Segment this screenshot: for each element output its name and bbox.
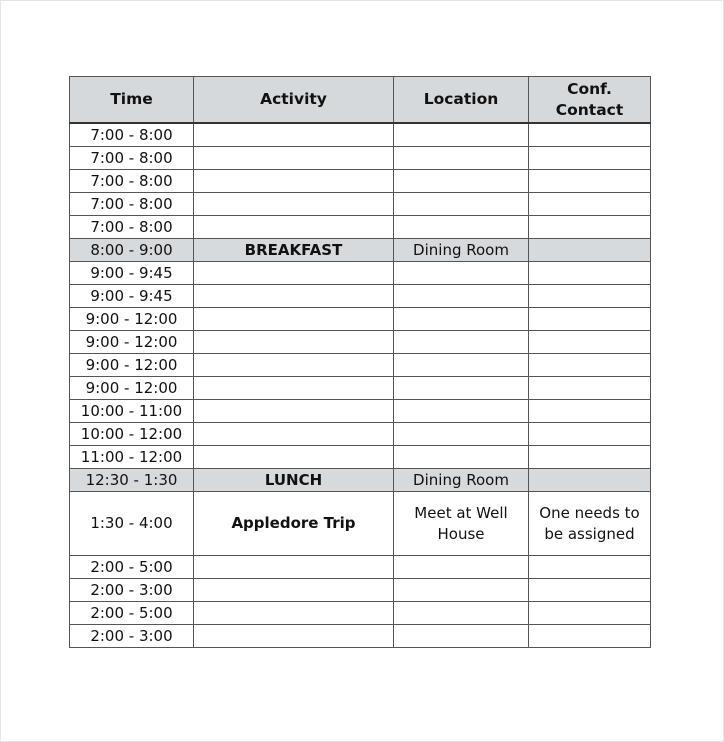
activity-cell (194, 123, 394, 147)
activity-cell (194, 579, 394, 602)
table-row (70, 147, 651, 170)
table-row (70, 423, 651, 446)
time-cell: 7:00 - 8:00 (70, 147, 194, 170)
location-cell (394, 625, 529, 648)
activity-cell (194, 423, 394, 446)
activity-cell (194, 354, 394, 377)
activity-cell: LUNCH (194, 469, 394, 492)
time-cell: 11:00 - 12:00 (70, 446, 194, 469)
time-cell: 9:00 - 12:00 (70, 354, 194, 377)
table-row (70, 377, 651, 400)
header-activity: Activity (194, 77, 394, 124)
contact-cell (529, 377, 651, 400)
location-cell (394, 354, 529, 377)
contact-cell (529, 308, 651, 331)
time-cell: 2:00 - 3:00 (70, 579, 194, 602)
time-cell: 2:00 - 3:00 (70, 625, 194, 648)
time-cell: 9:00 - 12:00 (70, 308, 194, 331)
activity-cell (194, 193, 394, 216)
location-cell (394, 423, 529, 446)
contact-cell (529, 193, 651, 216)
table-row (70, 446, 651, 469)
time-cell: 9:00 - 12:00 (70, 331, 194, 354)
contact-cell (529, 579, 651, 602)
contact-cell (529, 331, 651, 354)
table-row (70, 625, 651, 648)
table-row (70, 216, 651, 239)
header-conf-contact (529, 77, 651, 124)
location-cell (394, 331, 529, 354)
table-row (70, 579, 651, 602)
table-row (70, 602, 651, 625)
contact-cell (529, 354, 651, 377)
time-cell: 8:00 - 9:00 (70, 239, 194, 262)
location-cell: Dining Room (394, 469, 529, 492)
location-cell (394, 147, 529, 170)
activity-cell (194, 308, 394, 331)
contact-cell (529, 602, 651, 625)
time-cell: 1:30 - 4:00 (70, 492, 194, 556)
table-row-appledore (70, 492, 651, 556)
table-row (70, 308, 651, 331)
time-cell: 7:00 - 8:00 (70, 123, 194, 147)
contact-cell (529, 446, 651, 469)
activity-cell (194, 400, 394, 423)
time-cell: 7:00 - 8:00 (70, 170, 194, 193)
table-row-breakfast (70, 239, 651, 262)
contact-cell (529, 147, 651, 170)
location-cell (394, 216, 529, 239)
activity-cell (194, 377, 394, 400)
location-cell (394, 400, 529, 423)
schedule-table (69, 76, 651, 648)
activity-cell (194, 446, 394, 469)
activity-cell (194, 331, 394, 354)
location-cell: Dining Room (394, 239, 529, 262)
contact-cell (529, 400, 651, 423)
contact-cell (529, 216, 651, 239)
location-cell (394, 308, 529, 331)
location-line1: Meet at Well (414, 503, 508, 522)
location-cell (394, 602, 529, 625)
table-row (70, 285, 651, 308)
table-row (70, 331, 651, 354)
location-cell (394, 123, 529, 147)
header-row (70, 77, 651, 124)
location-cell (394, 170, 529, 193)
time-cell: 10:00 - 12:00 (70, 423, 194, 446)
table-row (70, 354, 651, 377)
time-cell: 9:00 - 9:45 (70, 262, 194, 285)
contact-line2: be assigned (544, 524, 635, 543)
contact-cell (529, 123, 651, 147)
contact-cell (529, 262, 651, 285)
time-cell: 7:00 - 8:00 (70, 193, 194, 216)
contact-cell (529, 423, 651, 446)
contact-cell (529, 556, 651, 579)
table-row (70, 123, 651, 147)
contact-cell (529, 239, 651, 262)
location-cell (394, 262, 529, 285)
table-row (70, 556, 651, 579)
contact-line1: One needs to (539, 503, 640, 522)
table-row (70, 400, 651, 423)
activity-cell: Appledore Trip (194, 492, 394, 556)
activity-cell (194, 216, 394, 239)
table-row-lunch (70, 469, 651, 492)
time-cell: 2:00 - 5:00 (70, 556, 194, 579)
time-cell: 10:00 - 11:00 (70, 400, 194, 423)
header-contact-line1: Conf. (567, 79, 612, 98)
table-row (70, 193, 651, 216)
contact-cell (529, 492, 651, 556)
activity-cell (194, 602, 394, 625)
contact-cell (529, 625, 651, 648)
contact-cell (529, 170, 651, 193)
table-row (70, 170, 651, 193)
location-cell (394, 492, 529, 556)
location-cell (394, 579, 529, 602)
activity-cell: BREAKFAST (194, 239, 394, 262)
activity-cell (194, 170, 394, 193)
header-contact-line2: Contact (555, 100, 624, 119)
location-cell (394, 193, 529, 216)
activity-cell (194, 262, 394, 285)
header-time: Time (70, 77, 194, 124)
time-cell: 2:00 - 5:00 (70, 602, 194, 625)
activity-cell (194, 556, 394, 579)
location-cell (394, 556, 529, 579)
location-cell (394, 285, 529, 308)
location-cell (394, 446, 529, 469)
time-cell: 9:00 - 9:45 (70, 285, 194, 308)
contact-cell (529, 469, 651, 492)
activity-cell (194, 147, 394, 170)
activity-cell (194, 625, 394, 648)
table-row (70, 262, 651, 285)
location-cell (394, 377, 529, 400)
contact-cell (529, 285, 651, 308)
location-line2: House (437, 524, 485, 543)
activity-cell (194, 285, 394, 308)
header-location: Location (394, 77, 529, 124)
time-cell: 9:00 - 12:00 (70, 377, 194, 400)
time-cell: 7:00 - 8:00 (70, 216, 194, 239)
time-cell: 12:30 - 1:30 (70, 469, 194, 492)
